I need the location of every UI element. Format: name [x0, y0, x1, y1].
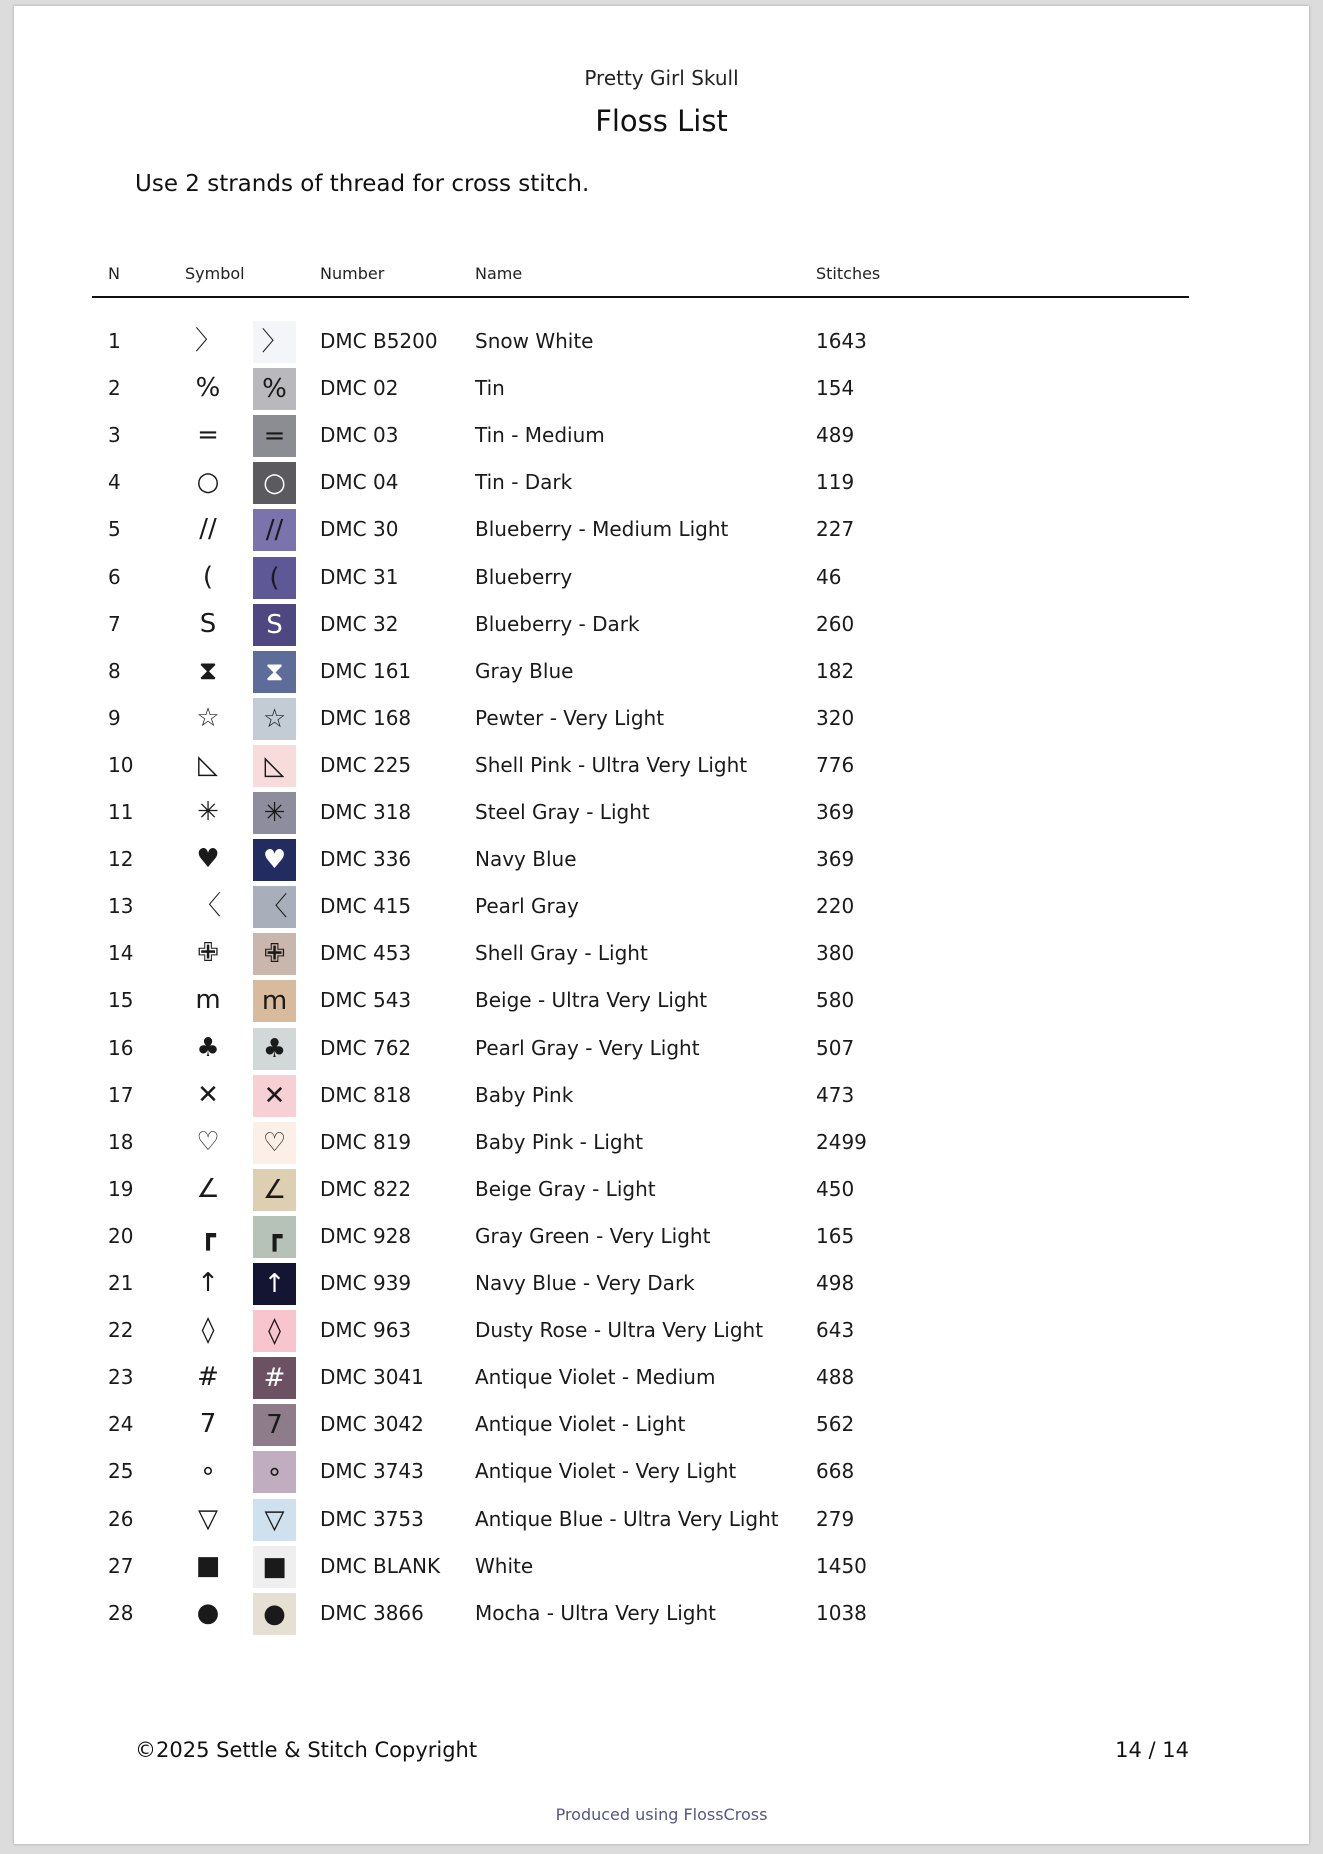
- symbol-glyph: ◊: [201, 1315, 215, 1346]
- color-swatch: [253, 1451, 296, 1493]
- symbol-icon: [185, 977, 231, 1024]
- color-swatch: [253, 321, 296, 363]
- row-number: 3: [108, 423, 121, 448]
- page-number: 14 / 14: [1115, 1738, 1189, 1762]
- swatch-symbol-glyph: ◊: [268, 1316, 281, 1347]
- stitch-count: 1038: [816, 1600, 867, 1625]
- swatch-symbol-glyph: //: [265, 515, 284, 546]
- table-row: [14, 459, 1309, 506]
- floss-name: Antique Blue - Ultra Very Light: [475, 1506, 779, 1531]
- color-swatch: [253, 1169, 296, 1211]
- symbol-glyph: ♥: [196, 844, 220, 875]
- swatch-symbol-glyph: =: [263, 421, 286, 452]
- row-number: 23: [108, 1365, 134, 1390]
- floss-name: Tin - Medium: [475, 423, 605, 448]
- stitch-count: 182: [816, 658, 855, 683]
- symbol-glyph: 7: [199, 1409, 217, 1440]
- symbol-glyph: ☆: [196, 702, 220, 733]
- table-row: [14, 1119, 1309, 1166]
- floss-number: DMC 32: [320, 611, 399, 636]
- column-header-name: Name: [475, 264, 523, 283]
- stitch-count: 119: [816, 470, 855, 495]
- color-swatch: [253, 1593, 296, 1635]
- column-header-stitches: Stitches: [816, 264, 881, 283]
- floss-name: Dusty Rose - Ultra Very Light: [475, 1318, 764, 1343]
- floss-number: DMC 762: [320, 1035, 412, 1060]
- floss-name: Beige - Ultra Very Light: [475, 988, 708, 1013]
- symbol-glyph: ▽: [198, 1503, 218, 1534]
- table-row: [14, 318, 1309, 365]
- color-swatch: [253, 1357, 296, 1399]
- floss-name: Antique Violet - Light: [475, 1412, 686, 1437]
- symbol-icon: [185, 1307, 231, 1354]
- row-number: 25: [108, 1459, 134, 1484]
- row-number: 20: [108, 1223, 134, 1248]
- color-swatch: [253, 368, 296, 410]
- symbol-icon: [185, 742, 231, 789]
- color-swatch: [253, 1263, 296, 1305]
- symbol-icon: [185, 459, 231, 506]
- color-swatch: [253, 557, 296, 599]
- produced-by-text: Produced using FlossCross: [555, 1805, 768, 1824]
- row-number: 7: [108, 611, 121, 636]
- row-number: 26: [108, 1506, 134, 1531]
- table-row: [14, 977, 1309, 1024]
- table-row: [14, 554, 1309, 601]
- row-number: 22: [108, 1318, 134, 1343]
- symbol-icon: [185, 883, 231, 930]
- symbol-icon: [185, 1590, 231, 1637]
- stitch-count: 220: [816, 894, 855, 919]
- pattern-title: Pretty Girl Skull: [584, 66, 739, 90]
- stitch-count: 227: [816, 517, 855, 542]
- swatch-symbol-glyph: 7: [266, 1410, 283, 1441]
- swatch-symbol-glyph: ✕: [263, 1080, 286, 1111]
- table-row: [14, 506, 1309, 553]
- floss-number: DMC 822: [320, 1176, 412, 1201]
- table-row: [14, 1590, 1309, 1637]
- floss-number: DMC 3041: [320, 1365, 424, 1390]
- floss-name: Baby Pink: [475, 1082, 574, 1107]
- floss-name: Baby Pink - Light: [475, 1129, 644, 1154]
- floss-number: DMC 939: [320, 1271, 412, 1295]
- floss-name: Snow White: [475, 329, 594, 353]
- symbol-icon: [185, 1448, 231, 1495]
- symbol-icon: [185, 1354, 231, 1401]
- swatch-symbol-glyph: ♣: [262, 1033, 287, 1064]
- floss-name: Blueberry - Dark: [475, 611, 640, 636]
- row-number: 28: [108, 1600, 134, 1625]
- floss-name: Gray Green - Very Light: [475, 1223, 711, 1248]
- floss-name: Tin: [475, 376, 505, 401]
- table-row: [14, 789, 1309, 836]
- symbol-icon: [185, 1025, 231, 1072]
- row-number: 12: [108, 847, 134, 872]
- stitch-count: 154: [816, 376, 855, 401]
- column-header-symbol: Symbol: [185, 264, 245, 283]
- floss-name: Shell Gray - Light: [475, 941, 648, 966]
- stitch-count: 450: [816, 1176, 855, 1201]
- color-swatch: [253, 698, 296, 740]
- floss-number: DMC 225: [320, 752, 412, 777]
- symbol-icon: [185, 365, 231, 412]
- color-swatch: [253, 1499, 296, 1541]
- swatch-symbol-glyph: ●: [263, 1598, 286, 1629]
- color-swatch: [253, 980, 296, 1022]
- symbol-icon: [185, 1072, 231, 1119]
- swatch-symbol-glyph: ∠: [262, 1174, 287, 1205]
- symbol-icon: [185, 1213, 231, 1260]
- symbol-glyph: ◺: [198, 749, 218, 780]
- floss-name: Blueberry - Medium Light: [475, 517, 729, 542]
- swatch-symbol-glyph: ○: [263, 468, 286, 499]
- floss-number: DMC 3042: [320, 1412, 424, 1437]
- color-swatch: [253, 509, 296, 551]
- symbol-icon: [185, 1119, 231, 1166]
- floss-name: Beige Gray - Light: [475, 1176, 656, 1201]
- table-row: [14, 930, 1309, 977]
- symbol-glyph: ⧗: [198, 655, 218, 686]
- floss-number: DMC 336: [320, 847, 412, 872]
- stitch-count: 776: [816, 752, 855, 777]
- row-number: 17: [108, 1082, 134, 1107]
- stitch-count: 279: [816, 1506, 855, 1531]
- swatch-symbol-glyph: 〉: [261, 327, 288, 357]
- floss-number: DMC 3866: [320, 1600, 424, 1625]
- row-number: 27: [108, 1553, 134, 1578]
- color-swatch: [253, 604, 296, 646]
- row-number: 16: [108, 1035, 134, 1060]
- document-page: [14, 6, 1309, 1844]
- floss-number: DMC 453: [320, 941, 412, 966]
- stitch-count: 2499: [816, 1129, 867, 1154]
- row-number: 10: [108, 752, 134, 777]
- floss-name: Shell Pink - Ultra Very Light: [475, 752, 748, 777]
- table-row: [14, 1307, 1309, 1354]
- swatch-symbol-glyph: ☆: [262, 703, 287, 734]
- color-swatch: [253, 1216, 296, 1258]
- floss-number: DMC 04: [320, 470, 399, 495]
- floss-number: DMC 31: [320, 564, 399, 589]
- row-number: 11: [108, 800, 134, 824]
- swatch-symbol-glyph: ◺: [264, 750, 285, 781]
- header-divider: [92, 296, 1189, 298]
- floss-number: DMC B5200: [320, 329, 438, 353]
- floss-number: DMC 963: [320, 1318, 412, 1343]
- swatch-symbol-glyph: ✳: [263, 798, 286, 828]
- floss-number: DMC 819: [320, 1129, 412, 1154]
- symbol-icon: [185, 506, 231, 553]
- floss-number: DMC 30: [320, 517, 399, 542]
- symbol-icon: [185, 836, 231, 883]
- row-number: 24: [108, 1412, 134, 1437]
- table-row: [14, 1496, 1309, 1543]
- row-number: 5: [108, 517, 121, 542]
- floss-name: Pearl Gray - Very Light: [475, 1035, 700, 1060]
- swatch-symbol-glyph: #: [263, 1363, 286, 1394]
- floss-number: DMC 03: [320, 423, 399, 448]
- table-row: [14, 883, 1309, 930]
- stitch-count: 562: [816, 1412, 855, 1437]
- table-row: [14, 1354, 1309, 1401]
- floss-number: DMC 318: [320, 800, 412, 824]
- symbol-icon: [185, 1543, 231, 1590]
- stitch-count: 473: [816, 1082, 855, 1107]
- table-row: [14, 1166, 1309, 1213]
- floss-name: Mocha - Ultra Very Light: [475, 1600, 716, 1625]
- row-number: 15: [108, 988, 134, 1013]
- symbol-glyph: ✳: [197, 797, 219, 827]
- swatch-symbol-glyph: ♥: [262, 845, 287, 876]
- stitch-count: 369: [816, 847, 855, 872]
- table-row: [14, 695, 1309, 742]
- floss-number: DMC 3753: [320, 1506, 424, 1531]
- stitch-count: 507: [816, 1035, 855, 1060]
- swatch-symbol-glyph: m: [261, 986, 288, 1017]
- symbol-glyph: S: [199, 608, 217, 639]
- table-row: [14, 1213, 1309, 1260]
- stitch-count: 643: [816, 1318, 855, 1343]
- swatch-symbol-glyph: %: [262, 374, 287, 405]
- symbol-glyph: ✕: [197, 1079, 219, 1110]
- color-swatch: [253, 886, 296, 928]
- stitch-count: 498: [816, 1271, 855, 1295]
- stitch-count: 668: [816, 1459, 855, 1484]
- symbol-icon: [185, 1260, 231, 1307]
- symbol-glyph: ♣: [196, 1032, 220, 1063]
- swatch-symbol-glyph: ⧗: [265, 656, 284, 687]
- instruction-text: Use 2 strands of thread for cross stitch.: [135, 171, 590, 197]
- color-swatch: [253, 1546, 296, 1588]
- stitch-count: 580: [816, 988, 855, 1013]
- floss-number: DMC 543: [320, 988, 412, 1013]
- symbol-icon: [185, 412, 231, 459]
- row-number: 4: [108, 470, 121, 495]
- swatch-symbol-glyph: 〈: [261, 892, 288, 923]
- row-number: 18: [108, 1129, 134, 1154]
- floss-name: Antique Violet - Medium: [475, 1365, 716, 1390]
- color-swatch: [253, 462, 296, 504]
- table-row: [14, 365, 1309, 412]
- table-row: [14, 742, 1309, 789]
- symbol-icon: [185, 789, 231, 836]
- table-row: [14, 1260, 1309, 1307]
- floss-name: Navy Blue: [475, 847, 577, 872]
- symbol-glyph: =: [197, 420, 219, 451]
- symbol-glyph: ■: [195, 1550, 221, 1581]
- floss-name: Tin - Dark: [475, 470, 573, 495]
- swatch-symbol-glyph: ┏: [266, 1221, 283, 1252]
- symbol-glyph: #: [197, 1362, 219, 1393]
- stitch-count: 1643: [816, 329, 867, 353]
- symbol-glyph: (: [202, 561, 214, 592]
- color-swatch: [253, 745, 296, 787]
- floss-number: DMC 415: [320, 894, 412, 919]
- symbol-glyph: 〉: [194, 326, 221, 356]
- floss-number: DMC 02: [320, 376, 399, 401]
- floss-name: Pewter - Very Light: [475, 705, 665, 730]
- color-swatch: [253, 1310, 296, 1352]
- color-swatch: [253, 1075, 296, 1117]
- copyright-text: ©2025 Settle & Stitch Copyright: [135, 1738, 478, 1762]
- swatch-symbol-glyph: ▽: [264, 1504, 285, 1535]
- color-swatch: [253, 415, 296, 457]
- row-number: 6: [108, 564, 121, 589]
- row-number: 2: [108, 376, 121, 401]
- swatch-symbol-glyph: S: [266, 609, 283, 640]
- stitch-count: 380: [816, 941, 855, 966]
- color-swatch: [253, 1404, 296, 1446]
- row-number: 14: [108, 941, 134, 966]
- stitch-count: 165: [816, 1223, 855, 1248]
- stitch-count: 489: [816, 423, 855, 448]
- table-row: [14, 601, 1309, 648]
- floss-number: DMC BLANK: [320, 1553, 441, 1578]
- table-row: [14, 412, 1309, 459]
- color-swatch: [253, 1122, 296, 1164]
- symbol-glyph: %: [195, 373, 221, 404]
- color-swatch: [253, 651, 296, 693]
- symbol-icon: [185, 1401, 231, 1448]
- symbol-glyph: 〈: [194, 891, 221, 922]
- row-number: 1: [108, 329, 121, 353]
- symbol-icon: [185, 695, 231, 742]
- table-row: [14, 648, 1309, 695]
- floss-name: Navy Blue - Very Dark: [475, 1271, 695, 1295]
- stitch-count: 260: [816, 611, 855, 636]
- floss-name: White: [475, 1553, 534, 1578]
- symbol-glyph: ∠: [196, 1173, 220, 1204]
- swatch-symbol-glyph: ∘: [266, 1457, 283, 1488]
- row-number: 21: [108, 1271, 134, 1295]
- symbol-glyph: m: [195, 985, 221, 1016]
- floss-name: Antique Violet - Very Light: [475, 1459, 737, 1484]
- table-row: [14, 836, 1309, 883]
- table-row: [14, 1072, 1309, 1119]
- column-header-number: Number: [320, 264, 385, 283]
- floss-name: Steel Gray - Light: [475, 800, 650, 824]
- symbol-glyph: //: [199, 514, 217, 545]
- stitch-count: 46: [816, 564, 842, 589]
- symbol-glyph: ∘: [199, 1456, 217, 1487]
- table-row: [14, 1401, 1309, 1448]
- floss-number: DMC 928: [320, 1223, 412, 1248]
- symbol-icon: [185, 1496, 231, 1543]
- floss-name: Pearl Gray: [475, 894, 579, 919]
- row-number: 9: [108, 705, 121, 730]
- stitch-count: 369: [816, 800, 855, 824]
- page-title: Floss List: [595, 104, 728, 138]
- symbol-glyph: ○: [196, 467, 220, 498]
- floss-number: DMC 168: [320, 705, 412, 730]
- floss-number: DMC 818: [320, 1082, 412, 1107]
- symbol-icon: [185, 1166, 231, 1213]
- row-number: 13: [108, 894, 134, 919]
- color-swatch: [253, 792, 296, 834]
- row-number: 19: [108, 1176, 134, 1201]
- symbol-icon: [185, 648, 231, 695]
- swatch-symbol-glyph: (: [269, 562, 280, 593]
- swatch-symbol-glyph: ✙: [263, 939, 286, 970]
- floss-number: DMC 3743: [320, 1459, 424, 1484]
- symbol-glyph: ♡: [196, 1126, 220, 1157]
- swatch-symbol-glyph: ■: [262, 1551, 287, 1582]
- symbol-icon: [185, 554, 231, 601]
- table-row: [14, 1448, 1309, 1495]
- symbol-glyph: ✙: [197, 938, 219, 969]
- table-row: [14, 1543, 1309, 1590]
- swatch-symbol-glyph: ♡: [262, 1127, 287, 1158]
- stitch-count: 488: [816, 1365, 855, 1390]
- color-swatch: [253, 1028, 296, 1070]
- symbol-icon: [185, 601, 231, 648]
- symbol-glyph: ●: [196, 1597, 220, 1628]
- symbol-icon: [185, 930, 231, 977]
- symbol-glyph: ┏: [200, 1220, 216, 1251]
- color-swatch: [253, 839, 296, 881]
- floss-name: Gray Blue: [475, 658, 574, 683]
- swatch-symbol-glyph: ↑: [263, 1269, 286, 1299]
- symbol-glyph: ↑: [197, 1268, 219, 1298]
- floss-name: Blueberry: [475, 564, 573, 589]
- column-header-n: N: [108, 264, 120, 283]
- table-row: [14, 1025, 1309, 1072]
- stitch-count: 1450: [816, 1553, 867, 1578]
- stitch-count: 320: [816, 705, 855, 730]
- symbol-icon: [185, 318, 231, 365]
- row-number: 8: [108, 658, 121, 683]
- color-swatch: [253, 933, 296, 975]
- floss-number: DMC 161: [320, 658, 412, 683]
